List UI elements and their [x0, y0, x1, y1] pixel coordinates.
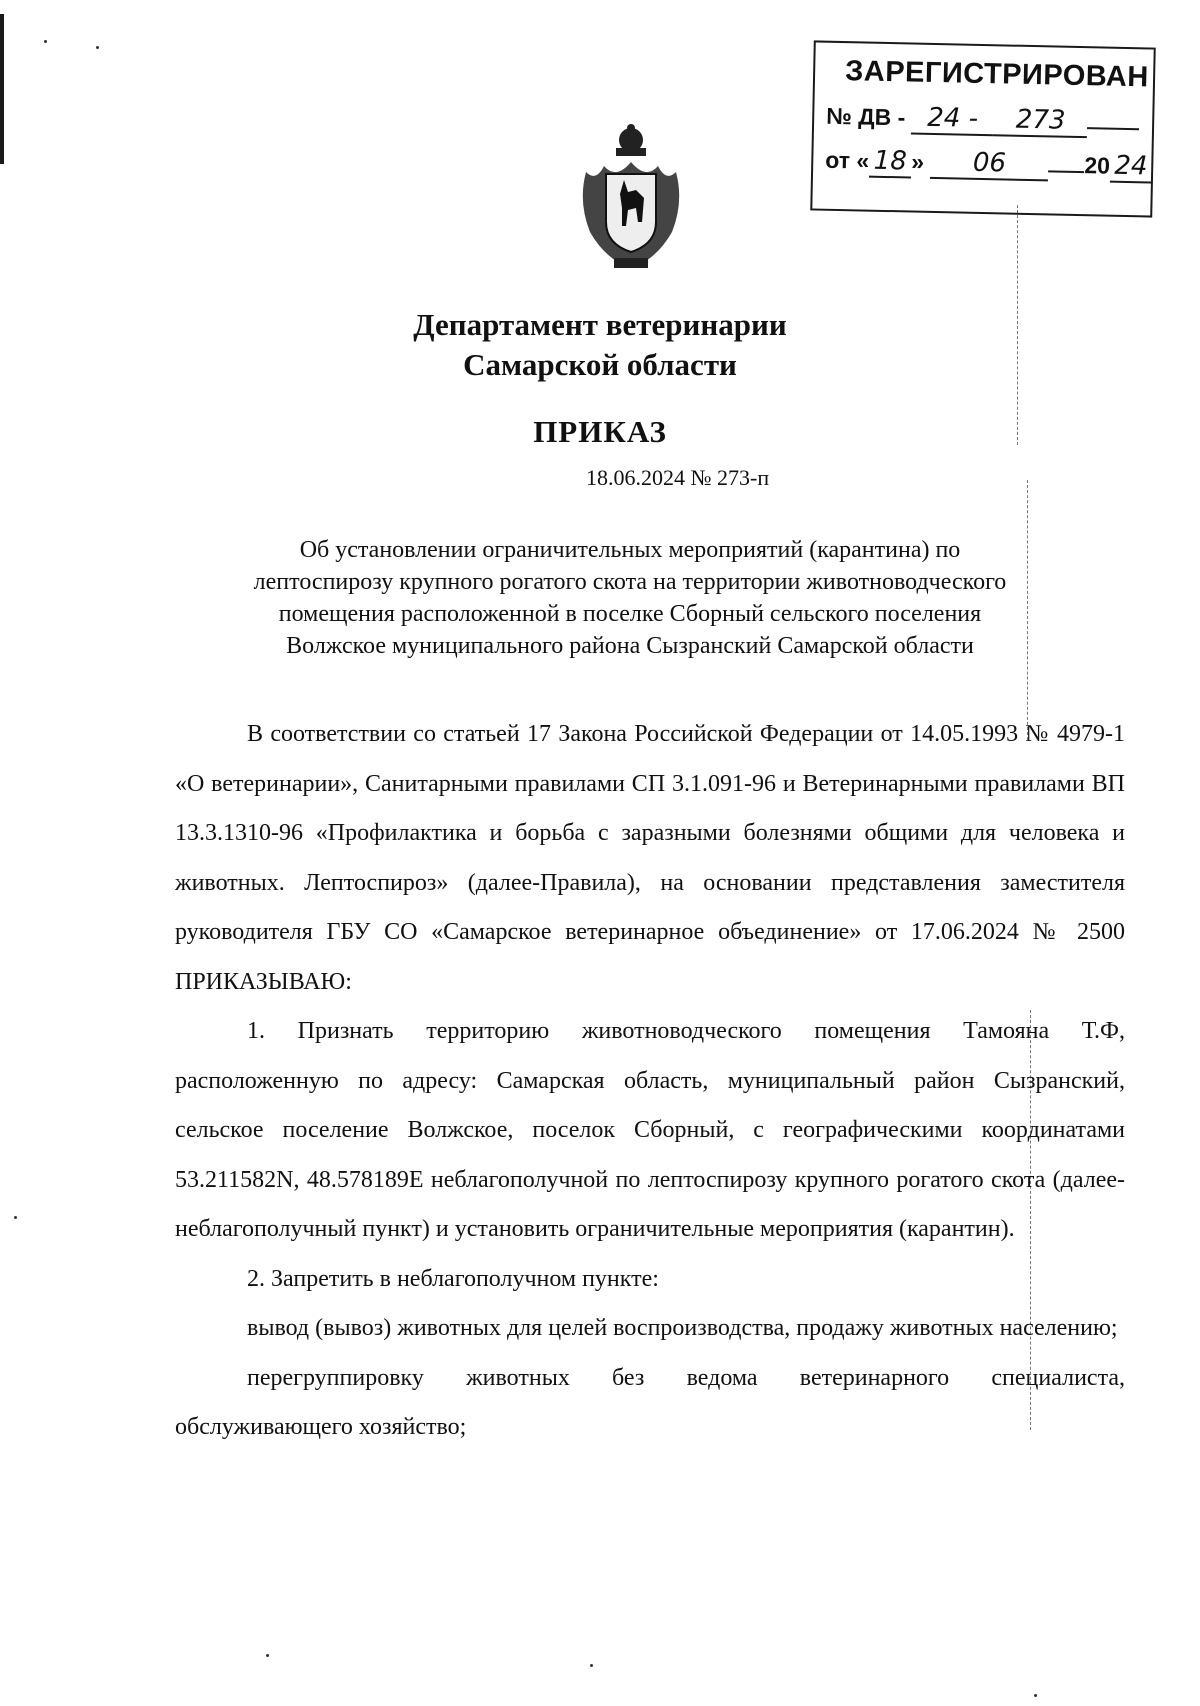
- subject-line: помещения расположенной в поселке Сборный сельского поселения: [278, 601, 982, 627]
- subject-line: Об установлении ограничительных мероприятий (карантина) по: [299, 537, 961, 563]
- stamp-underline: [1048, 170, 1084, 173]
- department-line1: Департамент ветеринарии: [413, 307, 787, 342]
- stamp-day-close: »: [910, 148, 925, 175]
- scan-speck: [266, 1654, 269, 1657]
- order-subject: [150, 534, 1110, 662]
- order-item-2-prohibition: вывод (вывоз) животных для целей воспроизводства, продажу животных населению;: [247, 1315, 1118, 1341]
- scan-speck: [590, 1664, 593, 1667]
- order-item-2-prohibition: перегруппировку животных без ведома ветеринарного специалиста, обслуживающего хозяйство;: [175, 1364, 1125, 1440]
- stamp-title: ЗАРЕГИСТРИРОВАН: [844, 55, 1150, 94]
- department-name: [0, 305, 1200, 385]
- stamp-day: 18: [869, 146, 912, 179]
- stamp-number-row: [826, 101, 1140, 140]
- document-type: ПРИКАЗ: [533, 414, 667, 449]
- order-date-number: 18.06.2024 № 273-п: [586, 465, 770, 490]
- stamp-number-part1: 24 -: [911, 103, 994, 137]
- stamp-number-prefix: № ДВ -: [825, 102, 906, 131]
- stamp-date-prefix: от «: [825, 146, 870, 174]
- order-item-1: 1. Признать территорию животноводческого помещения Тамояна Т.Ф, расположенную по адресу: Самарская область, муниципальный район Сызранский, сельское поселение Волжское, поселок Сборный, с географическими координатами 53.211582N, 48.578189E неблагополучной по лептоспирозу крупного рогатого скота (далее-неблагополучный пункт) и установить ограничительные мероприятия (карантин).: [175, 1018, 1125, 1242]
- stamp-number-part2: 273: [993, 104, 1088, 138]
- scan-speck: [14, 1216, 17, 1219]
- registration-stamp: [810, 40, 1155, 217]
- order-body: [175, 710, 1125, 1453]
- scan-speck: [44, 40, 47, 43]
- stamp-month: 06: [930, 147, 1049, 181]
- scan-speck: [96, 46, 99, 49]
- order-item-2: 2. Запретить в неблагополучном пункте:: [247, 1265, 659, 1292]
- stamp-year-prefix: 20: [1084, 152, 1111, 179]
- samara-coat-of-arms-icon: [576, 122, 686, 274]
- subject-line: Волжское муниципального района Сызранский Самарской области: [286, 633, 974, 659]
- stamp-underline: [1087, 127, 1139, 130]
- preamble-paragraph: В соответствии со статьей 17 Закона Российской Федерации от 14.05.1993 № 4979-1 «О ветеринарии», Санитарными правилами СП 3.1.091-96 и Ветеринарными правилами ВП 13.3.1310-96 «Профилактика и борьба с заразными болезнями общими для человека и животных. Лептоспироз» (далее-Правила), на основании представления заместителя руководителя ГБУ СО «Самарское ветеринарное объединение» от 17.06.2024 № 2500 ПРИКАЗЫВАЮ:: [175, 721, 1125, 995]
- stamp-year: 24: [1110, 151, 1153, 184]
- department-line2: Самарской области: [463, 347, 737, 382]
- scan-edge-mark: [0, 14, 4, 164]
- subject-line: лептоспирозу крупного рогатого скота на территории животноводческого: [253, 569, 1007, 595]
- stamp-date-row: [825, 145, 1152, 184]
- scan-speck: [1034, 1694, 1037, 1697]
